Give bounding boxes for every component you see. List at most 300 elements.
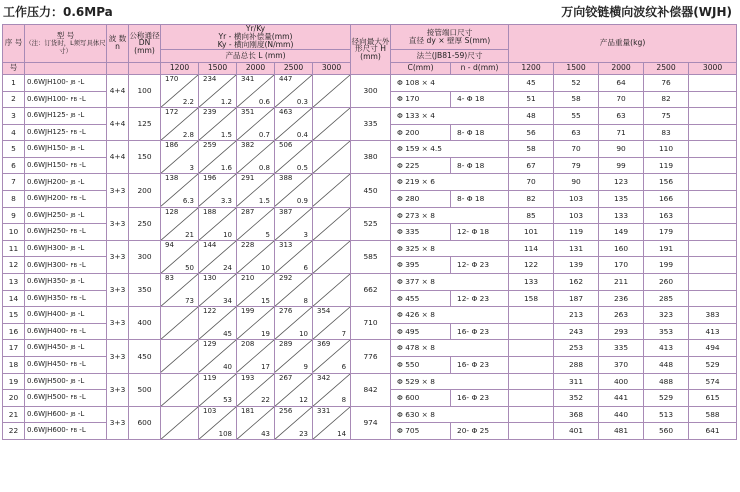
weight-cell: 75 (644, 108, 689, 125)
weight-cell: 529 (644, 390, 689, 407)
lateral-stiffness: 5 (265, 230, 270, 239)
compensation-cell (237, 406, 275, 439)
col-h: 径向最大外形尺寸 H (mm) (351, 25, 391, 75)
weight-cell: 383 (689, 307, 737, 324)
table-row (3, 274, 737, 291)
weight-cell: 149 (599, 224, 644, 241)
weight-cell: 119 (644, 157, 689, 174)
compensation-cell (161, 141, 199, 174)
compensation-cell (199, 373, 237, 406)
weight-cell: 574 (689, 373, 737, 390)
weight-cell: 82 (644, 91, 689, 108)
len-2500: 2500 (275, 62, 313, 74)
lateral-displacement: 128 (165, 207, 179, 216)
compensation-cell (313, 174, 351, 207)
weight-cell: 58 (554, 91, 599, 108)
lateral-stiffness: 0.8 (258, 164, 270, 173)
flange-c: Φ 550 (391, 357, 451, 374)
flange-c: Φ 705 (391, 423, 451, 440)
model-code: 0.6WJH250- JB -L (25, 207, 107, 224)
weight-cell (689, 74, 737, 91)
outer-h: 776 (351, 340, 391, 373)
weight-cell: 370 (599, 357, 644, 374)
lateral-displacement: 199 (241, 307, 255, 316)
weight-cell (689, 191, 737, 208)
weight-cell: 76 (644, 74, 689, 91)
weight-cell: 179 (644, 224, 689, 241)
nominal-dn: 100 (129, 74, 161, 107)
compensation-cell (161, 74, 199, 107)
compensation-cell (275, 340, 313, 373)
pipe-size: Φ 529 × 8 (391, 373, 509, 390)
lateral-stiffness: 7 (341, 330, 347, 339)
working-pressure-label: 工作压力：0.6MPa (3, 5, 113, 19)
nominal-dn: 500 (129, 373, 161, 406)
outer-h: 450 (351, 174, 391, 207)
wlen-1200: 1200 (509, 62, 554, 74)
weight-cell: 70 (599, 91, 644, 108)
lateral-displacement: 292 (279, 274, 293, 283)
weight-cell: 293 (599, 323, 644, 340)
weight-cell (689, 240, 737, 257)
nominal-dn: 250 (129, 207, 161, 240)
nominal-dn: 200 (129, 174, 161, 207)
compensation-cell (313, 406, 351, 439)
compensation-cell (237, 274, 275, 307)
row-seq: 14 (3, 290, 25, 307)
col-c: C(mm) (391, 62, 451, 74)
compensation-cell (275, 108, 313, 141)
wave-count: 3+3 (107, 307, 129, 340)
flange-nd: 4- Φ 18 (451, 91, 509, 108)
compensation-cell (237, 74, 275, 107)
flange-nd: 8- Φ 18 (451, 191, 509, 208)
lateral-displacement: 289 (279, 340, 293, 349)
weight-cell: 123 (599, 174, 644, 191)
outer-h: 585 (351, 240, 391, 273)
pipe-size: Φ 133 × 4 (391, 108, 509, 125)
lateral-stiffness: 15 (261, 296, 270, 305)
lateral-stiffness: 2.8 (182, 130, 194, 139)
weight-cell: 90 (599, 141, 644, 158)
lateral-displacement: 188 (203, 207, 217, 216)
model-code: 0.6WJH450- FB -L (25, 357, 107, 374)
lateral-stiffness: 1.5 (220, 130, 232, 139)
weight-cell: 400 (599, 373, 644, 390)
lateral-displacement: 210 (241, 274, 255, 283)
pipe-size: Φ 478 × 8 (391, 340, 509, 357)
compensation-cell (275, 373, 313, 406)
pipe-size: Φ 219 × 6 (391, 174, 509, 191)
weight-cell: 114 (509, 240, 554, 257)
flange-c: Φ 225 (391, 157, 451, 174)
lateral-displacement: 369 (317, 340, 331, 349)
model-code: 0.6WJH300- JB -L (25, 240, 107, 257)
row-seq: 6 (3, 157, 25, 174)
compensation-cell (199, 108, 237, 141)
diagonal-divider (313, 75, 350, 107)
compensation-cell (313, 108, 351, 141)
compensation-cell (199, 174, 237, 207)
nominal-dn: 125 (129, 108, 161, 141)
row-seq: 21 (3, 406, 25, 423)
weight-cell: 103 (554, 207, 599, 224)
weight-cell: 45 (509, 74, 554, 91)
compensation-cell (313, 307, 351, 340)
lateral-stiffness: 43 (261, 429, 270, 438)
compensation-cell (161, 406, 199, 439)
compensation-cell (161, 240, 199, 273)
weight-cell: 368 (554, 406, 599, 423)
wlen-3000: 3000 (689, 62, 737, 74)
row-seq: 10 (3, 224, 25, 241)
weight-cell: 448 (644, 357, 689, 374)
lateral-stiffness: 53 (223, 396, 232, 405)
len-1500: 1500 (199, 62, 237, 74)
weight-cell: 139 (554, 257, 599, 274)
compensation-cell (161, 174, 199, 207)
outer-h: 974 (351, 406, 391, 439)
weight-cell: 55 (554, 108, 599, 125)
table-row (3, 340, 737, 357)
lateral-displacement: 331 (317, 406, 331, 415)
diagonal-divider (161, 340, 198, 372)
pipe-size: Φ 273 × 8 (391, 207, 509, 224)
lateral-stiffness: 22 (261, 396, 270, 405)
outer-h: 710 (351, 307, 391, 340)
weight-cell: 110 (644, 141, 689, 158)
wave-count: 3+3 (107, 207, 129, 240)
wave-count: 4+4 (107, 141, 129, 174)
flange-c: Φ 280 (391, 191, 451, 208)
col-flange: 接管端口尺寸 直径 dy × 壁厚 S(mm) (391, 25, 509, 50)
outer-h: 380 (351, 141, 391, 174)
lateral-displacement: 193 (241, 373, 255, 382)
wlen-2000: 2000 (599, 62, 644, 74)
lateral-stiffness: 0.3 (296, 97, 308, 106)
weight-cell: 52 (554, 74, 599, 91)
weight-cell: 101 (509, 224, 554, 241)
lateral-stiffness: 21 (185, 230, 194, 239)
weight-cell: 488 (644, 373, 689, 390)
flange-nd: 16- Φ 23 (451, 357, 509, 374)
lateral-displacement: 129 (203, 340, 217, 349)
weight-cell (509, 307, 554, 324)
compensation-cell (237, 340, 275, 373)
diagonal-divider (313, 174, 350, 206)
table-row (3, 74, 737, 91)
wave-count: 3+3 (107, 340, 129, 373)
len-2000: 2000 (237, 62, 275, 74)
weight-cell: 285 (644, 290, 689, 307)
lateral-displacement: 83 (165, 274, 174, 283)
row-seq: 7 (3, 174, 25, 191)
table-row (3, 307, 737, 324)
compensation-cell (237, 108, 275, 141)
weight-cell: 131 (554, 240, 599, 257)
lateral-stiffness: 0.7 (258, 130, 270, 139)
row-seq: 22 (3, 423, 25, 440)
row-seq: 16 (3, 323, 25, 340)
nominal-dn: 600 (129, 406, 161, 439)
weight-cell: 513 (644, 406, 689, 423)
lateral-displacement: 170 (165, 74, 179, 83)
row-seq: 17 (3, 340, 25, 357)
lateral-stiffness: 2.2 (182, 97, 194, 106)
weight-cell: 133 (599, 207, 644, 224)
weight-cell: 199 (644, 257, 689, 274)
outer-h: 300 (351, 74, 391, 107)
lateral-stiffness: 0.4 (296, 130, 308, 139)
col-nd: n - d(mm) (451, 62, 509, 74)
flange-c: Φ 170 (391, 91, 451, 108)
compensation-cell (199, 141, 237, 174)
model-code: 0.6WJH125- FB -L (25, 124, 107, 141)
lateral-displacement: 354 (317, 307, 331, 316)
compensation-cell (237, 207, 275, 240)
model-code: 0.6WJH500- FB -L (25, 390, 107, 407)
col-weight: 产品重量(kg) (509, 25, 737, 63)
flange-nd: 12- Φ 23 (451, 290, 509, 307)
weight-cell: 211 (599, 274, 644, 291)
lateral-stiffness: 73 (185, 296, 194, 305)
lateral-stiffness: 8 (341, 396, 347, 405)
weight-cell: 236 (599, 290, 644, 307)
weight-cell: 401 (554, 423, 599, 440)
compensation-cell (199, 207, 237, 240)
weight-cell: 440 (599, 406, 644, 423)
product-title: 万向铰链横向波纹补偿器(WJH) (561, 5, 732, 19)
lateral-stiffness: 6.3 (182, 197, 194, 206)
weight-cell (689, 157, 737, 174)
weight-cell: 162 (554, 274, 599, 291)
lateral-displacement: 447 (279, 74, 293, 83)
lateral-displacement: 234 (203, 74, 217, 83)
compensation-cell (313, 141, 351, 174)
weight-cell: 58 (509, 141, 554, 158)
weight-cell: 56 (509, 124, 554, 141)
lateral-displacement: 291 (241, 174, 255, 183)
col-n-blank (107, 62, 129, 74)
lateral-stiffness: 45 (223, 330, 232, 339)
weight-cell (689, 207, 737, 224)
table-row (3, 406, 737, 423)
row-seq: 3 (3, 108, 25, 125)
lateral-displacement: 94 (165, 240, 174, 249)
row-seq: 19 (3, 373, 25, 390)
row-seq: 13 (3, 274, 25, 291)
weight-cell: 133 (509, 274, 554, 291)
compensation-cell (161, 108, 199, 141)
model-code: 0.6WJH100- FB -L (25, 91, 107, 108)
compensation-cell (275, 307, 313, 340)
pipe-size: Φ 377 × 8 (391, 274, 509, 291)
weight-cell (509, 340, 554, 357)
nominal-dn: 400 (129, 307, 161, 340)
compensation-cell (313, 207, 351, 240)
weight-cell: 413 (689, 323, 737, 340)
model-code: 0.6WJH500- JB -L (25, 373, 107, 390)
flange-nd: 16- Φ 23 (451, 323, 509, 340)
compensation-cell (237, 307, 275, 340)
compensation-cell (275, 141, 313, 174)
lateral-displacement: 119 (203, 373, 217, 382)
compensation-cell (313, 274, 351, 307)
lateral-stiffness: 3 (303, 230, 308, 239)
lateral-stiffness: 12 (299, 396, 308, 405)
compensation-cell (313, 340, 351, 373)
outer-h: 662 (351, 274, 391, 307)
row-seq: 4 (3, 124, 25, 141)
row-seq: 5 (3, 141, 25, 158)
model-code: 0.6WJH300- FB -L (25, 257, 107, 274)
wlen-2500: 2500 (644, 62, 689, 74)
weight-cell: 82 (509, 191, 554, 208)
flange-nd: 12- Φ 23 (451, 257, 509, 274)
lateral-stiffness: 1.2 (220, 97, 232, 106)
weight-cell: 90 (554, 174, 599, 191)
col-seq: 序 号 (3, 25, 25, 63)
row-seq: 20 (3, 390, 25, 407)
model-code: 0.6WJH150- FB -L (25, 157, 107, 174)
compensation-cell (199, 307, 237, 340)
flange-c: Φ 600 (391, 390, 451, 407)
lateral-displacement: 130 (203, 274, 217, 283)
weight-cell: 311 (554, 373, 599, 390)
lateral-stiffness: 19 (261, 330, 270, 339)
flange-nd: 12- Φ 18 (451, 224, 509, 241)
model-code: 0.6WJH400- FB -L (25, 323, 107, 340)
lateral-stiffness: 3 (189, 164, 194, 173)
compensation-cell (161, 307, 199, 340)
lateral-displacement: 382 (241, 141, 255, 150)
model-code: 0.6WJH200- JB -L (25, 174, 107, 191)
weight-cell: 323 (644, 307, 689, 324)
outer-h: 525 (351, 207, 391, 240)
weight-cell: 191 (644, 240, 689, 257)
compensation-cell (161, 274, 199, 307)
lateral-stiffness: 50 (185, 263, 194, 272)
lateral-displacement: 196 (203, 174, 217, 183)
table-row (3, 108, 737, 125)
lateral-stiffness: 108 (218, 429, 232, 438)
compensation-cell (313, 74, 351, 107)
lateral-displacement: 186 (165, 141, 179, 150)
lateral-displacement: 256 (279, 406, 293, 415)
weight-cell (689, 174, 737, 191)
lateral-displacement: 103 (203, 406, 217, 415)
lateral-stiffness: 40 (223, 363, 232, 372)
pipe-size: Φ 630 × 8 (391, 406, 509, 423)
compensation-cell (237, 141, 275, 174)
col-model: 型 号 （注：订货时，L须写具体尺寸） (25, 25, 107, 63)
flange-c: Φ 200 (391, 124, 451, 141)
lateral-displacement: 259 (203, 141, 217, 150)
weight-cell (689, 108, 737, 125)
lateral-displacement: 144 (203, 240, 217, 249)
nominal-dn: 150 (129, 141, 161, 174)
flange-c: Φ 455 (391, 290, 451, 307)
compensation-cell (199, 406, 237, 439)
lateral-displacement: 341 (241, 74, 255, 83)
wave-count: 3+3 (107, 373, 129, 406)
weight-cell: 494 (689, 340, 737, 357)
nominal-dn: 450 (129, 340, 161, 373)
weight-cell: 156 (644, 174, 689, 191)
weight-cell: 213 (554, 307, 599, 324)
weight-cell: 641 (689, 423, 737, 440)
weight-cell: 63 (554, 124, 599, 141)
weight-cell (509, 423, 554, 440)
lateral-displacement: 387 (279, 207, 293, 216)
model-code: 0.6WJH250- FB -L (25, 224, 107, 241)
table-row (3, 373, 737, 390)
diagonal-divider (313, 208, 350, 240)
lateral-stiffness: 10 (223, 230, 232, 239)
diagonal-divider (313, 141, 350, 173)
lateral-stiffness: 0.6 (258, 97, 270, 106)
lateral-stiffness: 14 (337, 429, 347, 438)
compensation-cell (199, 274, 237, 307)
weight-cell (509, 323, 554, 340)
weight-cell: 253 (554, 340, 599, 357)
wave-count: 3+3 (107, 174, 129, 207)
weight-cell (509, 390, 554, 407)
weight-cell: 70 (509, 174, 554, 191)
weight-cell (689, 290, 737, 307)
lateral-stiffness: 0.9 (296, 197, 308, 206)
weight-cell: 441 (599, 390, 644, 407)
weight-cell: 260 (644, 274, 689, 291)
col-dn: 公称通径 DN (mm) (129, 25, 161, 63)
spec-table (2, 24, 737, 440)
row-seq: 1 (3, 74, 25, 91)
outer-h: 335 (351, 108, 391, 141)
pipe-size: Φ 159 × 4.5 (391, 141, 509, 158)
compensation-cell (275, 74, 313, 107)
compensation-cell (161, 373, 199, 406)
row-seq: 11 (3, 240, 25, 257)
weight-cell (689, 124, 737, 141)
compensation-cell (275, 174, 313, 207)
col-seq-label: 号 (3, 62, 25, 74)
compensation-cell (199, 240, 237, 273)
table-body (3, 74, 737, 439)
weight-cell: 263 (599, 307, 644, 324)
lateral-displacement: 313 (279, 240, 293, 249)
lateral-displacement: 239 (203, 108, 217, 117)
col-dn-blank (129, 62, 161, 74)
model-code: 0.6WJH350- JB -L (25, 274, 107, 291)
weight-cell: 588 (689, 406, 737, 423)
compensation-cell (199, 74, 237, 107)
len-3000: 3000 (313, 62, 351, 74)
flange-nd: 8- Φ 18 (451, 124, 509, 141)
compensation-cell (237, 174, 275, 207)
weight-cell: 166 (644, 191, 689, 208)
weight-cell: 170 (599, 257, 644, 274)
lateral-stiffness: 1.6 (220, 164, 232, 173)
compensation-cell (237, 240, 275, 273)
weight-cell: 353 (644, 323, 689, 340)
lateral-stiffness: 34 (223, 296, 232, 305)
weight-cell (509, 406, 554, 423)
table-row (3, 207, 737, 224)
weight-cell (689, 224, 737, 241)
compensation-cell (313, 373, 351, 406)
weight-cell: 288 (554, 357, 599, 374)
lateral-stiffness: 24 (223, 263, 232, 272)
